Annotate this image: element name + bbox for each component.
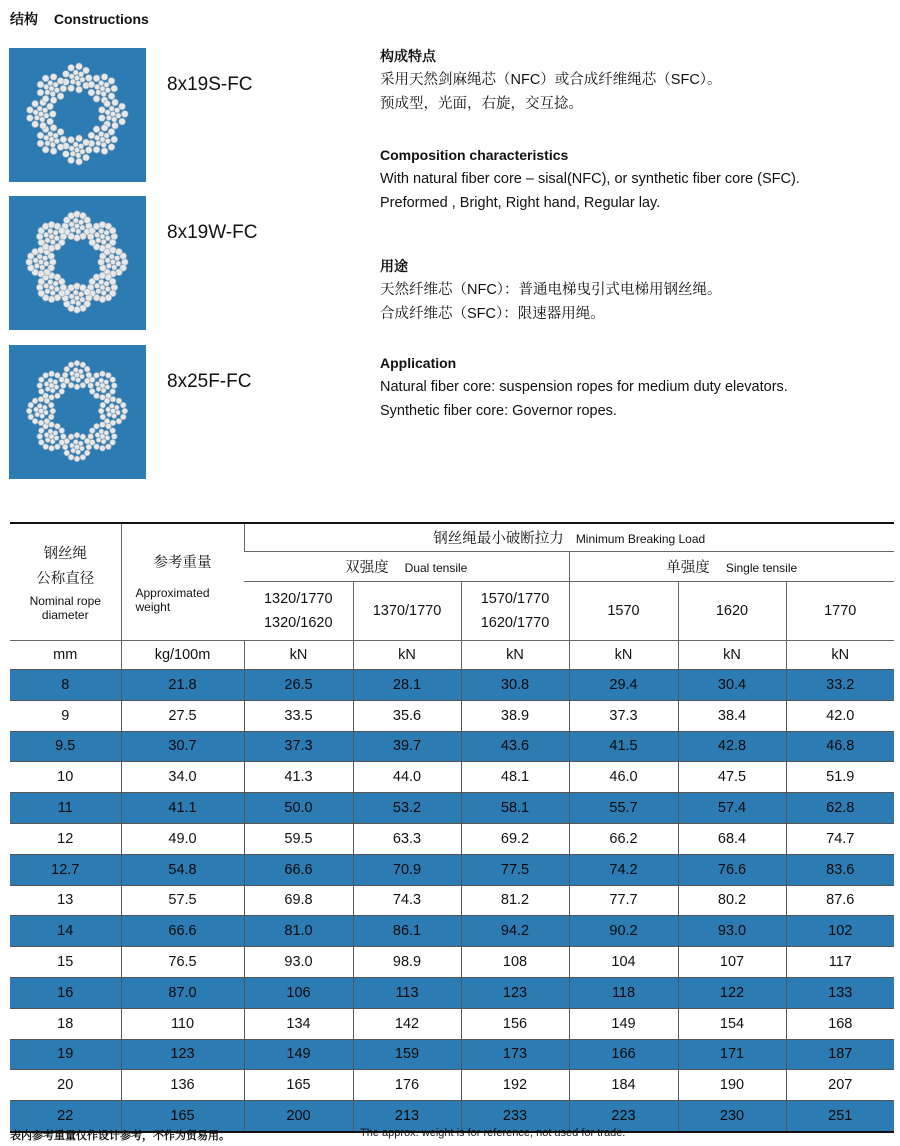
- table-cell: 76.6: [678, 854, 786, 885]
- header-single-en: Single tensile: [725, 561, 798, 575]
- header-weight-en: Approximated weight: [135, 585, 210, 614]
- header-weight: [121, 523, 244, 641]
- header-grade: [244, 582, 353, 641]
- application-zh: [380, 254, 722, 326]
- table-cell: 81.2: [461, 885, 569, 916]
- table-cell: 159: [353, 1039, 461, 1070]
- header-diameter-zh1: 钢丝绳: [43, 546, 87, 562]
- unit-cell: kN: [786, 641, 894, 670]
- table-cell: 165: [121, 1101, 244, 1132]
- table-cell: 66.6: [244, 854, 353, 885]
- header-dual-en: Dual tensile: [404, 561, 468, 575]
- table-cell: 74.3: [353, 885, 461, 916]
- section-title-en: Constructions: [53, 11, 149, 27]
- header-diameter-zh2: 公称直径: [36, 571, 95, 587]
- table-cell: 68.4: [678, 823, 786, 854]
- table-cell: 53.2: [353, 793, 461, 824]
- table-cell: 81.0: [244, 916, 353, 947]
- table-cell: 10: [10, 762, 121, 793]
- table-cell: 184: [569, 1070, 678, 1101]
- table-cell: 190: [678, 1070, 786, 1101]
- table-cell: 149: [569, 1008, 678, 1039]
- table-row: [10, 1008, 894, 1039]
- table-cell: 223: [569, 1101, 678, 1132]
- table-cell: 123: [461, 977, 569, 1008]
- table-cell: 93.0: [678, 916, 786, 947]
- header-mbl-zh: 钢丝绳最小破断拉力: [433, 531, 564, 547]
- rope-cross-section-icon: [9, 196, 146, 330]
- header-diameter-en: Nominal rope diameter: [29, 594, 101, 622]
- table-cell: 50.0: [244, 793, 353, 824]
- composition-en: [380, 143, 800, 215]
- table-cell: 21.8: [121, 670, 244, 701]
- header-grade: [461, 582, 569, 641]
- footnote-zh: 表内参考重量仅作设计参考，不作为贸易用。: [10, 1130, 230, 1142]
- application-zh-line: 合成纤维芯（SFC）：限速器用绳。: [380, 306, 605, 322]
- table-cell: 70.9: [353, 854, 461, 885]
- table-cell: 77.5: [461, 854, 569, 885]
- rope-image-8x19s: [9, 48, 146, 182]
- table-cell: 192: [461, 1070, 569, 1101]
- table-cell: 63.3: [353, 823, 461, 854]
- table-cell: 104: [569, 947, 678, 978]
- table-cell: 33.5: [244, 700, 353, 731]
- table-cell: 29.4: [569, 670, 678, 701]
- table-cell: 26.5: [244, 670, 353, 701]
- table-cell: 62.8: [786, 793, 894, 824]
- table-cell: 18: [10, 1008, 121, 1039]
- table-cell: 33.2: [786, 670, 894, 701]
- table-cell: 16: [10, 977, 121, 1008]
- table-row: [10, 885, 894, 916]
- table-cell: 55.7: [569, 793, 678, 824]
- table-cell: 58.1: [461, 793, 569, 824]
- header-mbl: [244, 523, 894, 552]
- header-single-zh: 单强度: [666, 560, 710, 576]
- table-cell: 77.7: [569, 885, 678, 916]
- table-row: [10, 670, 894, 701]
- header-grade: [678, 582, 786, 641]
- table-cell: 107: [678, 947, 786, 978]
- table-cell: 154: [678, 1008, 786, 1039]
- table-cell: 30.8: [461, 670, 569, 701]
- table-cell: 20: [10, 1070, 121, 1101]
- table-cell: 57.5: [121, 885, 244, 916]
- grade-label: 1320/1620: [263, 615, 333, 631]
- table-cell: 41.1: [121, 793, 244, 824]
- table-row: [10, 1039, 894, 1070]
- table-cell: 43.6: [461, 731, 569, 762]
- application-zh-line: 天然纤维芯（NFC）：普通电梯曳引式电梯用钢丝绳。: [380, 282, 722, 298]
- table-cell: 11: [10, 793, 121, 824]
- table-cell: 134: [244, 1008, 353, 1039]
- table-cell: 37.3: [569, 700, 678, 731]
- table-cell: 87.6: [786, 885, 894, 916]
- table-cell: 80.2: [678, 885, 786, 916]
- table-cell: 35.6: [353, 700, 461, 731]
- table-cell: 42.8: [678, 731, 786, 762]
- table-cell: 37.3: [244, 731, 353, 762]
- table-row: [10, 700, 894, 731]
- application-en-heading: Application: [380, 355, 457, 371]
- table-cell: 42.0: [786, 700, 894, 731]
- table-cell: 108: [461, 947, 569, 978]
- table-cell: 173: [461, 1039, 569, 1070]
- table-cell: 142: [353, 1008, 461, 1039]
- header-mbl-en: Minimum Breaking Load: [575, 532, 706, 546]
- table-cell: 133: [786, 977, 894, 1008]
- unit-cell: kN: [461, 641, 569, 670]
- table-cell: 69.8: [244, 885, 353, 916]
- table-cell: 113: [353, 977, 461, 1008]
- application-en-line: Synthetic fiber core: Governor ropes.: [380, 403, 617, 419]
- section-title-zh: 结构: [10, 11, 38, 27]
- table-cell: 93.0: [244, 947, 353, 978]
- unit-cell: mm: [10, 641, 121, 670]
- table-cell: 13: [10, 885, 121, 916]
- table-cell: 102: [786, 916, 894, 947]
- grade-label: 1320/1770: [263, 591, 333, 607]
- table-cell: 66.2: [569, 823, 678, 854]
- application-zh-heading: 用途: [380, 258, 408, 274]
- table-cell: 15: [10, 947, 121, 978]
- table-cell: 48.1: [461, 762, 569, 793]
- rope-cross-section-icon: [9, 345, 146, 479]
- table-cell: 34.0: [121, 762, 244, 793]
- section-title: [10, 9, 149, 29]
- table-row: [10, 854, 894, 885]
- table-cell: 46.8: [786, 731, 894, 762]
- rope-image-8x25f: [9, 345, 146, 479]
- table-cell: 106: [244, 977, 353, 1008]
- table-cell: 39.7: [353, 731, 461, 762]
- table-cell: 59.5: [244, 823, 353, 854]
- table-cell: 117: [786, 947, 894, 978]
- table-cell: 57.4: [678, 793, 786, 824]
- table-cell: 166: [569, 1039, 678, 1070]
- table-row: [10, 947, 894, 978]
- table-body: [10, 670, 894, 1132]
- footnote-en: The approx. weight is for reference, not used for trade.: [360, 1127, 626, 1139]
- header-grade: [569, 582, 678, 641]
- composition-en-line: With natural fiber core – sisal(NFC), or synthetic fiber core (SFC).: [380, 171, 800, 187]
- composition-zh-line: 采用天然剑麻绳芯（NFC）或合成纤维绳芯（SFC）。: [380, 72, 722, 88]
- table-cell: 207: [786, 1070, 894, 1101]
- table-cell: 12.7: [10, 854, 121, 885]
- table-cell: 83.6: [786, 854, 894, 885]
- table-row: [10, 731, 894, 762]
- unit-cell: kN: [244, 641, 353, 670]
- composition-zh: [380, 44, 722, 116]
- header-dual: [244, 552, 569, 582]
- composition-zh-line: 预成型，光面，右旋，交互捻。: [380, 96, 583, 112]
- header-weight-zh: 参考重量: [153, 554, 212, 571]
- unit-cell: kN: [569, 641, 678, 670]
- table-row: [10, 977, 894, 1008]
- table-cell: 41.3: [244, 762, 353, 793]
- table-cell: 165: [244, 1070, 353, 1101]
- rope-name-2: 8x19W-FC: [167, 222, 258, 243]
- header-diameter: [10, 523, 121, 641]
- composition-en-line: Preformed , Bright, Right hand, Regular lay.: [380, 195, 661, 211]
- table-cell: 14: [10, 916, 121, 947]
- rope-name-1: 8x19S-FC: [167, 74, 253, 95]
- grade-label: 1620: [715, 603, 749, 619]
- table-cell: 94.2: [461, 916, 569, 947]
- application-en: [380, 351, 788, 423]
- table-cell: 38.4: [678, 700, 786, 731]
- table-cell: 76.5: [121, 947, 244, 978]
- table-cell: 66.6: [121, 916, 244, 947]
- rope-name-3: 8x25F-FC: [167, 371, 252, 392]
- table-cell: 28.1: [353, 670, 461, 701]
- table-cell: 168: [786, 1008, 894, 1039]
- header-grade: [353, 582, 461, 641]
- table-cell: 118: [569, 977, 678, 1008]
- unit-cell: kg/100m: [121, 641, 244, 670]
- table-cell: 110: [121, 1008, 244, 1039]
- table-cell: 200: [244, 1101, 353, 1132]
- table-cell: 9: [10, 700, 121, 731]
- table-cell: 87.0: [121, 977, 244, 1008]
- header-dual-zh: 双强度: [345, 560, 389, 576]
- grade-label: 1770: [824, 603, 857, 619]
- grade-label: 1620/1770: [480, 615, 550, 631]
- table-row: [10, 916, 894, 947]
- table-cell: 22: [10, 1101, 121, 1132]
- breaking-load-table: [10, 522, 894, 1133]
- unit-cell: kN: [678, 641, 786, 670]
- table-cell: 230: [678, 1101, 786, 1132]
- table-cell: 122: [678, 977, 786, 1008]
- header-grade: [786, 582, 894, 641]
- composition-zh-heading: 构成特点: [380, 48, 436, 64]
- table-cell: 54.8: [121, 854, 244, 885]
- composition-en-heading: Composition characteristics: [380, 147, 569, 163]
- table-cell: 19: [10, 1039, 121, 1070]
- unit-cell: kN: [353, 641, 461, 670]
- table-cell: 30.4: [678, 670, 786, 701]
- table-row: [10, 823, 894, 854]
- header-single: [569, 552, 894, 582]
- rope-cross-section-icon: [9, 48, 146, 182]
- grade-label: 1570/1770: [480, 591, 550, 607]
- table-cell: 47.5: [678, 762, 786, 793]
- table-cell: 187: [786, 1039, 894, 1070]
- application-en-line: Natural fiber core: suspension ropes for medium duty elevators.: [380, 379, 788, 395]
- table-cell: 8: [10, 670, 121, 701]
- table-row: [10, 762, 894, 793]
- table-cell: 51.9: [786, 762, 894, 793]
- table-cell: 12: [10, 823, 121, 854]
- table-cell: 90.2: [569, 916, 678, 947]
- table-cell: 69.2: [461, 823, 569, 854]
- table-row: [10, 793, 894, 824]
- table-cell: 251: [786, 1101, 894, 1132]
- table-cell: 74.7: [786, 823, 894, 854]
- table-cell: 74.2: [569, 854, 678, 885]
- table-cell: 46.0: [569, 762, 678, 793]
- table-cell: 233: [461, 1101, 569, 1132]
- table-cell: 86.1: [353, 916, 461, 947]
- table-cell: 176: [353, 1070, 461, 1101]
- table-cell: 41.5: [569, 731, 678, 762]
- table-cell: 123: [121, 1039, 244, 1070]
- table-cell: 213: [353, 1101, 461, 1132]
- table-cell: 44.0: [353, 762, 461, 793]
- grade-label: 1570: [607, 603, 640, 619]
- table-cell: 38.9: [461, 700, 569, 731]
- table-cell: 136: [121, 1070, 244, 1101]
- table-cell: 30.7: [121, 731, 244, 762]
- grade-label: 1370/1770: [372, 603, 442, 619]
- table-cell: 49.0: [121, 823, 244, 854]
- table-cell: 27.5: [121, 700, 244, 731]
- table-cell: 156: [461, 1008, 569, 1039]
- rope-image-8x19w: [9, 196, 146, 330]
- table-cell: 149: [244, 1039, 353, 1070]
- table-cell: 98.9: [353, 947, 461, 978]
- table-cell: 171: [678, 1039, 786, 1070]
- table-cell: 9.5: [10, 731, 121, 762]
- table-row: [10, 1070, 894, 1101]
